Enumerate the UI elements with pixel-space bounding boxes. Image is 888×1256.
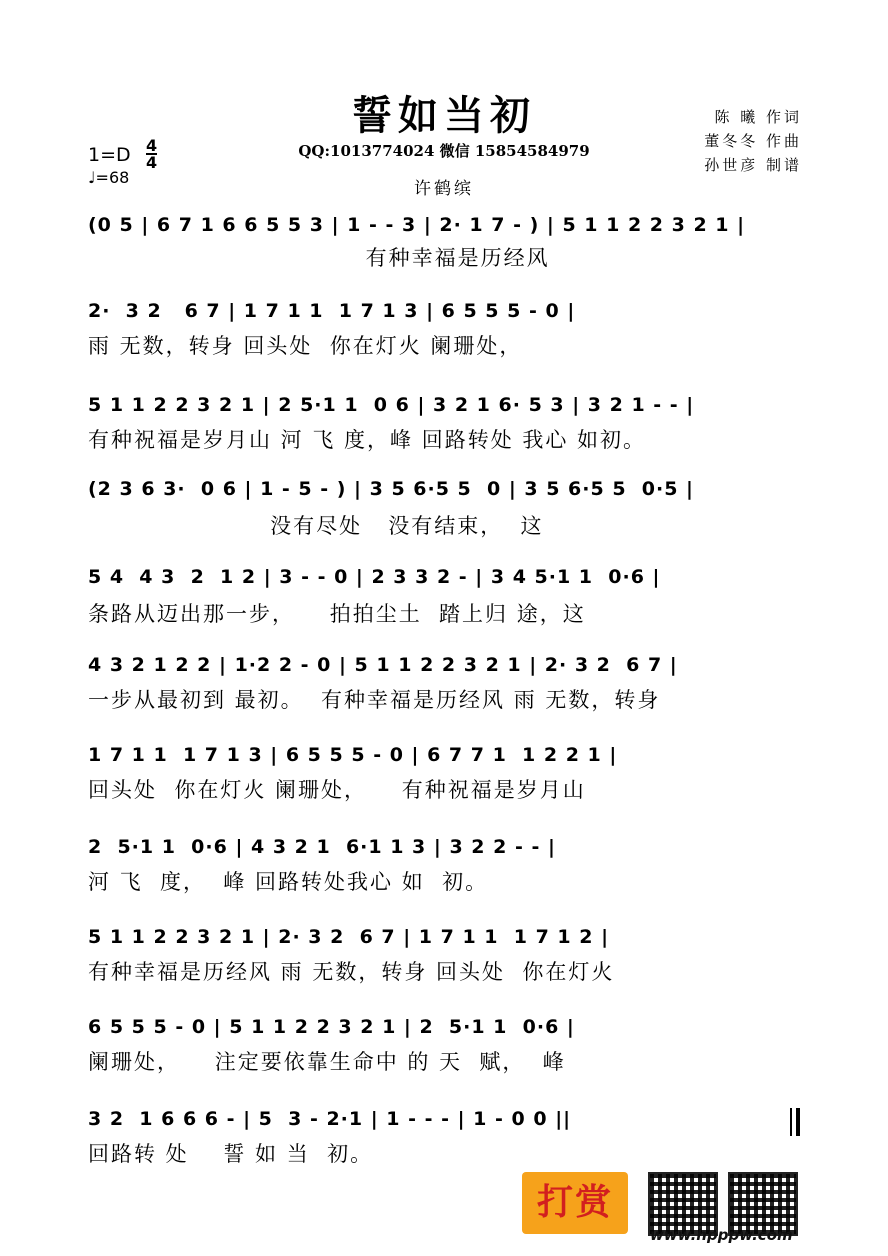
lyrics-row-7: 回头处 你在灯火 阑珊处， 有种祝福是岁月山 <box>88 778 586 802</box>
notation-row-11: 3 2 1 6 6 6 - | 5 3 - 2·1 | 1 - - - | 1 - 0 0 || <box>88 1108 572 1130</box>
lyrics-row-6: 一步从最初到 最初。 有种幸福是历经风 雨 无数，转身 <box>88 688 661 712</box>
time-signature <box>146 138 157 170</box>
lyrics-row-5: 条路从迈出那一步， 拍拍尘土 踏上归 途，这 <box>88 602 586 626</box>
notation-row-10: 6 5 5 5 - 0 | 5 1 1 2 2 3 2 1 | 2 5·1 1 0·6 | <box>88 1016 575 1038</box>
tempo-marking: ♩=68 <box>88 168 130 187</box>
lyrics-row-10: 阑珊处， 注定要依靠生命中 的 天 赋， 峰 <box>88 1050 566 1074</box>
notation-row-3: 5 1 1 2 2 3 2 1 | 2 5·1 1 0 6 | 3 2 1 6· 5 3 | 3 2 1 - - | <box>88 394 695 416</box>
lyrics-row-4: 没有尽处 没有结束， 这 <box>88 514 544 538</box>
key-signature: 1=D <box>88 144 131 166</box>
notation-row-8: 2 5·1 1 0·6 | 4 3 2 1 6·1 1 3 | 3 2 2 - - | <box>88 836 556 858</box>
lyricist-credit: 陈 曦 作词 <box>714 108 802 126</box>
notation-row-5: 5 4 4 3 2 1 2 | 3 - - 0 | 2 3 3 2 - | 3 4 5·1 1 0·6 | <box>88 566 661 588</box>
notation-row-7: 1 7 1 1 1 7 1 3 | 6 5 5 5 - 0 | 6 7 7 1 1 2 2 1 | <box>88 744 618 766</box>
contact-info: QQ:1013774024 微信 15854584979 <box>298 142 590 160</box>
final-barline-thick <box>796 1108 800 1136</box>
site-url[interactable]: www.hpppw.com <box>650 1226 793 1244</box>
notation-row-6: 4 3 2 1 2 2 | 1·2 2 - 0 | 5 1 1 2 2 3 2 1 | 2· 3 2 6 7 | <box>88 654 678 676</box>
lyrics-row-2: 雨 无数，转身 回头处 你在灯火 阑珊处， <box>88 334 523 358</box>
final-barline-thin <box>790 1108 792 1136</box>
singer-name: 许鹤缤 <box>414 179 474 199</box>
notation-row-9: 5 1 1 2 2 3 2 1 | 2· 3 2 6 7 | 1 7 1 1 1 7 1 2 | <box>88 926 610 948</box>
lyrics-row-9: 有种幸福是历经风 雨 无数，转身 回头处 你在灯火 <box>88 960 615 984</box>
lyrics-row-1: 有种幸福是历经风 <box>88 246 550 270</box>
meter-top: 4 <box>146 136 158 155</box>
lyrics-row-8: 河 飞 度， 峰 回路转处我心 如 初。 <box>88 870 489 894</box>
lyrics-row-11: 回路转 处 誓 如 当 初。 <box>88 1142 374 1166</box>
meter-bottom: 4 <box>146 153 158 172</box>
reward-button[interactable]: 打赏 <box>522 1172 628 1234</box>
page-title: 誓如当初 <box>352 92 536 139</box>
composer-credit: 董冬冬 作曲 <box>704 132 802 150</box>
notation-row-1: (0 5 | 6 7 1 6 6 5 5 3 | 1 - - 3 | 2· 1 7 - ) | 5 1 1 2 2 3 2 1 | <box>88 214 746 236</box>
lyrics-row-3: 有种祝福是岁月山 河 飞 度，峰 回路转处 我心 如初。 <box>88 428 647 452</box>
transcriber-credit: 孙世彦 制谱 <box>704 156 802 174</box>
notation-row-2: 2· 3 2 6 7 | 1 7 1 1 1 7 1 3 | 6 5 5 5 - 0 | <box>88 300 576 322</box>
notation-row-4: (2 3 6 3· 0 6 | 1 - 5 - ) | 3 5 6·5 5 0 | 3 5 6·5 5 0·5 | <box>88 478 694 500</box>
